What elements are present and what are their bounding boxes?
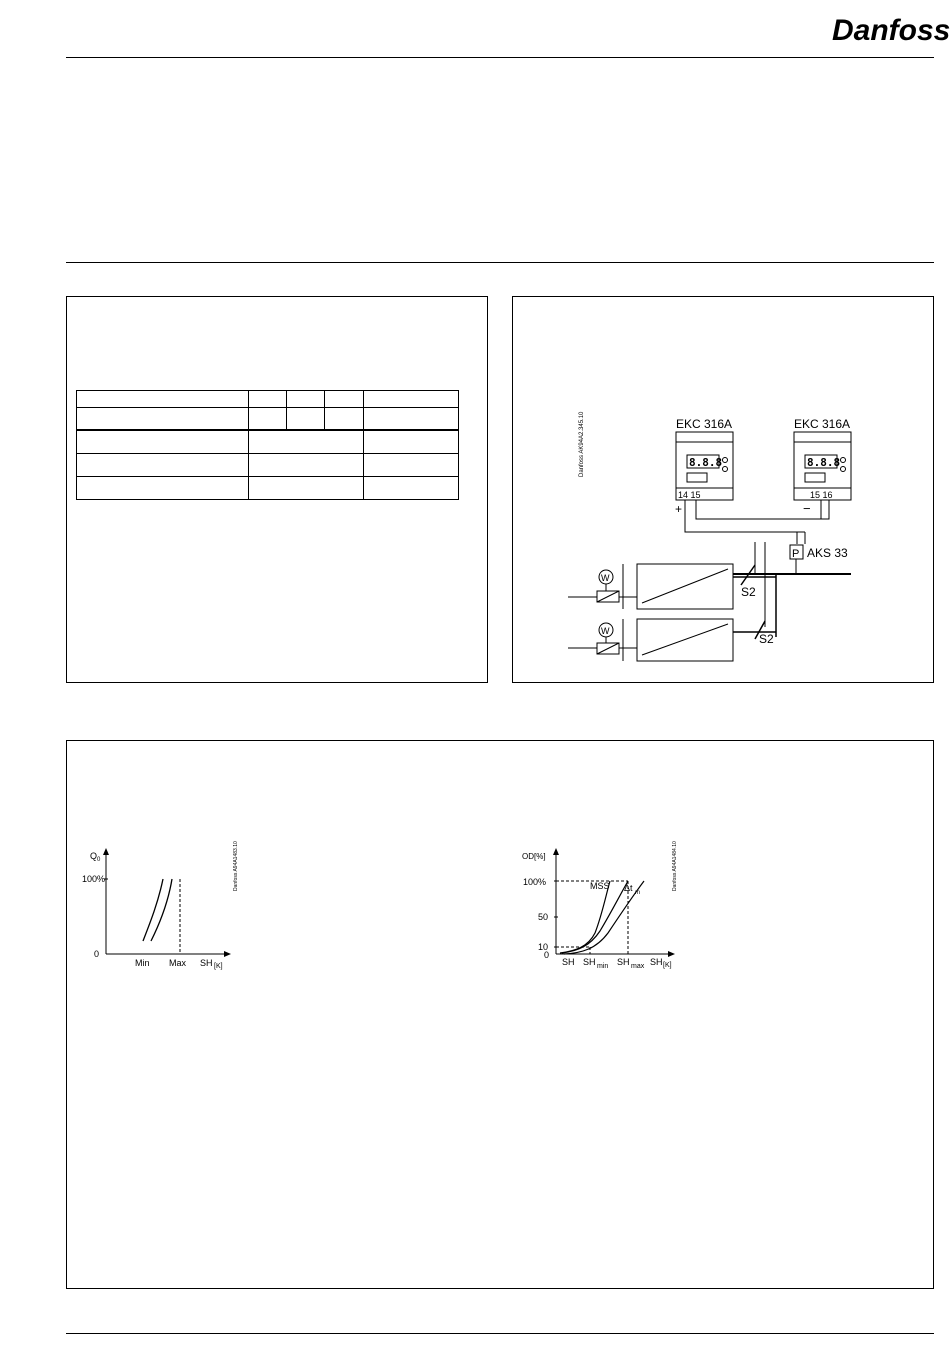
terminals-left: 14 15 xyxy=(678,490,701,500)
section-rule xyxy=(66,262,934,263)
table-row xyxy=(77,454,459,477)
table-row xyxy=(77,477,459,500)
header-rule xyxy=(66,57,934,58)
sensor-label: AKS 33 xyxy=(807,546,848,560)
y-tick-100: 100% xyxy=(82,874,106,884)
spec-table xyxy=(76,390,459,500)
minus-sign: − xyxy=(803,501,811,516)
display-digits-icon: 8.8.8 xyxy=(807,456,841,469)
x-tick-shmin: SH xyxy=(583,957,596,967)
table-row xyxy=(77,430,459,454)
x-axis-label: SH xyxy=(650,957,663,967)
controller-right-label: EKC 316A xyxy=(794,417,851,431)
label-dt-sub: m xyxy=(635,890,640,896)
table-row xyxy=(77,408,459,430)
y-axis-label: Q xyxy=(90,851,98,861)
wiring-diagram-panel xyxy=(512,296,934,683)
svg-text:Danfoss: Danfoss xyxy=(832,14,950,47)
y-tick-100: 100% xyxy=(523,877,547,887)
x-tick-max: Max xyxy=(169,958,187,968)
label-mss: MSS xyxy=(590,881,610,891)
chart-left-drawing-code: Danfoss A94A1483.10 xyxy=(233,841,239,891)
chart-right-drawing-code: Danfoss A94A1484.10 xyxy=(672,841,678,891)
y-tick-0: 0 xyxy=(94,949,100,959)
y-tick-0: 0 xyxy=(544,950,550,960)
opening-degree-chart xyxy=(520,843,700,973)
x-tick-shmax: SH xyxy=(617,957,630,967)
plus-sign: + xyxy=(675,502,683,516)
controller-left-label: EKC 316A xyxy=(676,417,733,431)
sensor-box-label: P xyxy=(792,548,800,560)
x-tick-sh: SH xyxy=(562,957,575,967)
switch-upper-label: S2 xyxy=(741,585,756,599)
display-digits-icon: 8.8.8 xyxy=(689,456,723,469)
brand-logo xyxy=(828,8,950,48)
x-axis-unit: [K] xyxy=(214,963,223,970)
svg-text:W: W xyxy=(601,626,610,636)
x-axis-unit: [K] xyxy=(663,962,672,969)
y-tick-10: 10 xyxy=(538,942,549,952)
terminals-right: 15 16 xyxy=(810,490,833,500)
wiring-diagram xyxy=(513,297,933,682)
x-tick-shmax-sub: max xyxy=(631,963,645,970)
label-dt: Δt xyxy=(624,883,633,893)
svg-text:W: W xyxy=(601,573,610,583)
danfoss-logo-icon xyxy=(828,8,950,48)
capacity-chart xyxy=(80,843,250,973)
table-row xyxy=(77,391,459,408)
x-axis-label: SH xyxy=(200,958,213,968)
curve-1 xyxy=(143,879,163,941)
y-axis-sub: 0 xyxy=(97,857,101,863)
y-axis-label: OD[%] xyxy=(522,852,546,861)
x-tick-shmin-sub: min xyxy=(597,963,609,970)
y-tick-50: 50 xyxy=(538,912,549,922)
curves-panel xyxy=(66,740,934,1289)
x-tick-min: Min xyxy=(135,958,150,968)
switch-lower-label: S2 xyxy=(759,632,774,646)
footer-rule xyxy=(66,1333,934,1334)
drawing-code: Danfoss AK94A2.345.10 xyxy=(579,411,585,477)
curve-mss xyxy=(560,881,610,953)
